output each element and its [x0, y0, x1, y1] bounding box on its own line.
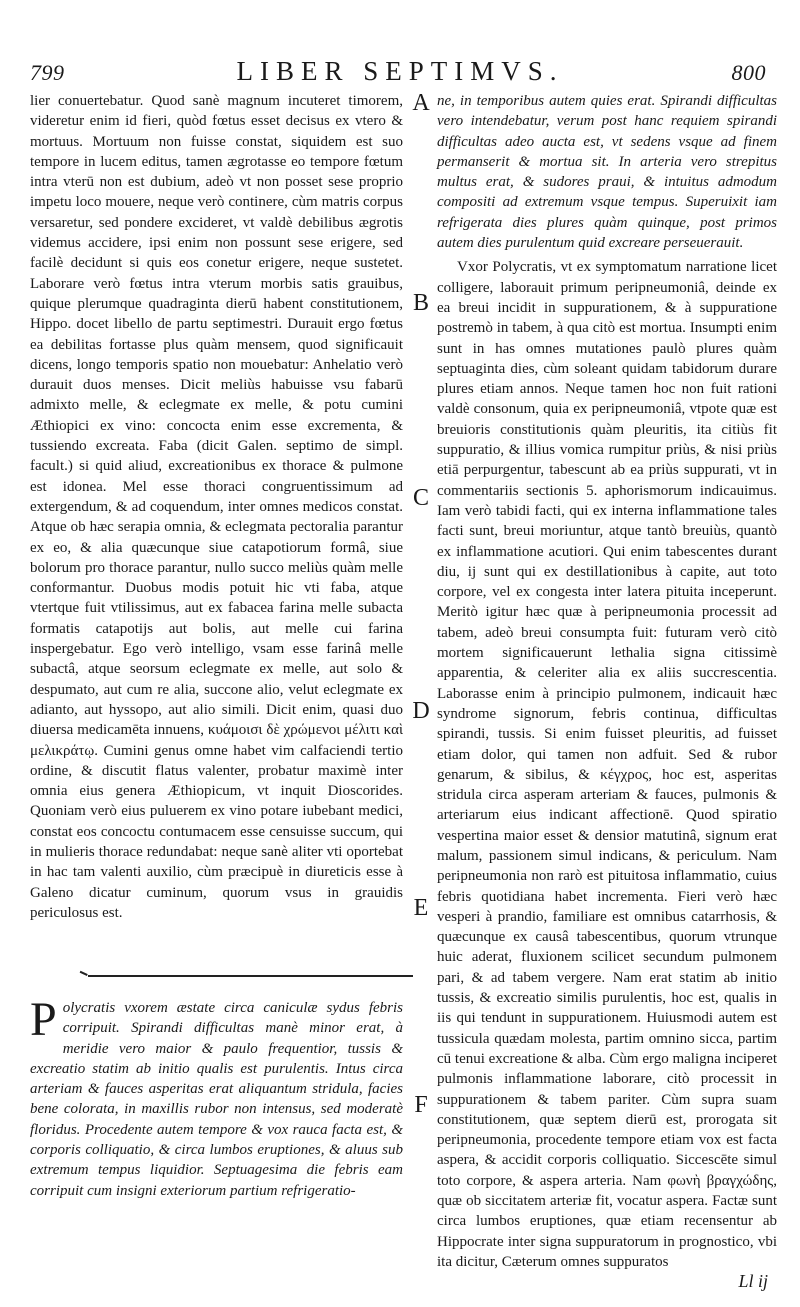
margin-letter-f: F	[414, 1092, 428, 1118]
left-column	[30, 91, 403, 923]
commentary-text-right: Vxor Polycratis, vt ex symptomatum narratione licet colligere, laborauit primum peripneumoniâ, deinde ex ea breui incidit in suppurationem, & à suppuratione postremò in tabem, à qua citò est mortua. Insumpti enim sunt in has omnes mutationes paulò plures quàm septuaginta dies, cùm soleant quidam tabidorum durare plures etiam annos. Neque tamen hoc non fuit rationi valdè consonum, quia ex peripneumoniâ, vtpote quæ est breuioris constitutionis quàm pleuritis, ita citiùs fit suppuratio, & illius vomica rumpitur priùs, & nisi priùs etiā perpurgentur, tabescunt ab ea priùs suppurati, vt in commentariis sectionis 5. aphorismorum indicauimus. Iam verò tabidi facti, qui ex interna inflammatione tales facti sunt, breui moriuntur, atque tantò breuiùs, quantò ex inflammatione acutiori. Qui enim tabescentes durant diu, ij sunt qui ex destillationibus à capite, aut toto corpore, vel ex congesta inter latera pituita inceperunt. Meritò igitur hæc quæ à peripneumonia processit ad tabem, adeò breui consumpta fuit: futuram verò citò mortem significauerunt lethalia signa citissimè apparentia, & celeriter alia ex aliis succrescentia. Laborasse enim à principio pulmonem, indicauit hæc syndrome signorum, febris continua, difficultas spirandi, tussis. Si enim fuisset pleuritis, ad fuisset etiam dolor, qui tamen non adfuit. Sed & rubor genarum, & sibilus, & κέγχρος, hoc est, asperitas stridula circa asperam arteriam & fauces, pulmonis & arteriarum eius indicant affectionē. Quod spiratio vespertina maior esset & densior matutinâ, signum erat malum, passionem simul indicans, & periculum. Nam peripneumonia non rarò est pituitosa inflammatio, cuius febris quotidiana habet incrementa. Fieri verò hæc vesperi à prandio, familiare est omnibus catarrhosis, & quæcunque ex causâ tabescentibus, quorum vtrunque huic aderat, fluxionem scilicet secundum pulmonem pari, & ad tabem vergere. Nam erat statim ab initio tussis, & excreatio similis purulentis, hoc est, qualis in iis qui tendunt in suppurationem. Huiusmodi autem est tussicula quædam molesta, partim omnino sicca, partim cū tenui excreatione & alba. Cùm ergo maligna inciperet pulmonis inflammatione laborare, citò processit in suppurationem & tabem pariter. Cùm supra suam constitutionem, quæ septem dierū est, prorogata sit peripneumonia, procedente tempore etiam vox est facta aspera, & accidit corporis colliquatio. Siccescēte simul toto corpore, & aspera arteria. Nam φωνὴ βραγχώδης, quæ ob siccitatem arteriæ fit, vocatur aspera. Factæ sunt circa lumbos eruptiones, quæ etiam recensentur ab Hippocrate inter signa suppuratorum in prognostico, vbi ita dicitur, Cæterum omnes suppuratos	[437, 259, 778, 1270]
left-page-number: 799	[30, 60, 65, 85]
case-history-block	[30, 993, 403, 1201]
margin-letter-d: D	[412, 698, 430, 724]
right-page-number: 800	[731, 60, 766, 85]
signature-mark: Ll ij	[738, 1271, 768, 1291]
case-history-text	[30, 993, 403, 1201]
right-column	[437, 91, 777, 1272]
running-title: LIBER SEPTIMVS.	[236, 56, 564, 86]
margin-letter-a: A	[412, 90, 430, 116]
margin-letter-c: C	[412, 485, 429, 511]
case-history-continuation: ne, in temporibus autem quies erat. Spirandi difficultas vero intendebatur, verum post hanc requiem spirandi difficultas adeo aucta est, vt sedens vsque ad finem permanserit & mortua sit. In arteria vero strepitus multus erat, & sudores praui, & intuitus admodum compositi ad extremum vsque tempus. Superuixit iam refrigerata dies plures quàm quinque, post primos autem dies purulentum quid excreare perseuerauit.	[437, 93, 777, 252]
section-divider	[88, 975, 413, 977]
case-history-body: olycratis vxorem æstate circa caniculæ sydus febris corripuit. Spirandi difficultas manè minor erat, à meridie vero maior & paulo frequentior, tussis & excreatio statim ab initio qualis est purulentis. Intus circa arteriam & fauces asperitas erat aliquantum stridula, facies bene colorata, in maxillis rubor non intensus, sed moderatè floridus. Procedente autem tempore & vox rauca facta est, & corporis colliquatio, & circa lumbos eruptiones, & aluus sub extremum tempus liquidior. Septuagesima die febris eam corripuit cum insigni exteriorum partium refrigeratio-	[30, 1000, 403, 1199]
margin-letter-e: E	[413, 895, 429, 921]
margin-letter-b: B	[412, 290, 429, 316]
drop-cap: P	[30, 993, 57, 1046]
commentary-text-left: lier conuertebatur. Quod sanè magnum incuteret timorem, videretur enim id fieri, quòd fœtus esset decisus ex vtero & mortuus. Mortuum non fuisse constat, siquidem est suo tempore in lucem editus, tamen ægrotasse eo tempore fœtum intra vterū non est dubium, adeò vt non posset sese proprio impetu loco mouere, neque verò continere, cùm matris corpus versaretur, sed pondere excideret, vt valdè debilibus ægrotis videmus accidere, ipsi enim non possunt sese erigere, sed facilè decidunt si quis eos conetur erigere, neque sustetet. Laborare verò fœtus intra vterum morbis satis grauibus, quique plerumque quadraginta dierū habent constitutionem, Hippo. docet libello de partu septimestri. Durauit ergo fœtus ea debilitas fortasse plus quàm mensem, quod significauit dicens, longo temporis spatio non mouebatur: Anhelatio verò durauit duos menses. Dicit meliùs habuisse vsu fabarū admixto melle, & eclegmate ex melle, & potu cumini Æthiopici ex vino: concocta enim esse excrementa, & tussiendo excreata. Faba (dicit Galen. septimo de simpl. facult.) si quid aliud, excreationibus ex thorace & pulmone est idonea. Mel esse thoraci congruentissimum ad extergendum, & ad coquendum, inter omnes medicos constat. Atque ob hæc serapia omnia, & eclegmata pectoralia parantur ex eo, & alia quæcunque siue catapotiorum formâ, siue bolorum pro thorace parantur, nullo succo meliùs quàm melle conformantur. Duobus modis potuit hic vti faba, atque vtertque fuit vtilissimus, aut ex fabacea farina melle subacta formatis catapotijs aut bolis, aut melle cui farina inspergebatur. Ego verò intelligo, vsam esse farinâ melle subactâ, atque seorsum eclegmate ex melle, aut solo & despumato, aut cum re alia, succone alio, velut eclegmate ex adianto, aut hyssopo, aut alio simili. Dicit enim, quasi duo diuersa medicamēta innuens, κυάμοισι δὲ χρώμενοι μέλιτι καὶ μελικράτῳ. Cumini genus omne habet vim calfaciendi tertio ordine, & discutit flatus valenter, probatur maximè inter omnia eius genera Æthiopicum, vt inquit Dioscorides. Quoniam verò eius puluerem ex vino potare iubebant medici, constat eos concoctu contumacem esse censuisse succum, qui in mulieris thorace redundabat: neque sanè aliter vti oportebat in hac tam valenti auxilio, cùm præcipuè in diureticis esse à Galeno dicatur cuminum, quorum vsus in grauidis periculosus est.	[30, 93, 403, 921]
